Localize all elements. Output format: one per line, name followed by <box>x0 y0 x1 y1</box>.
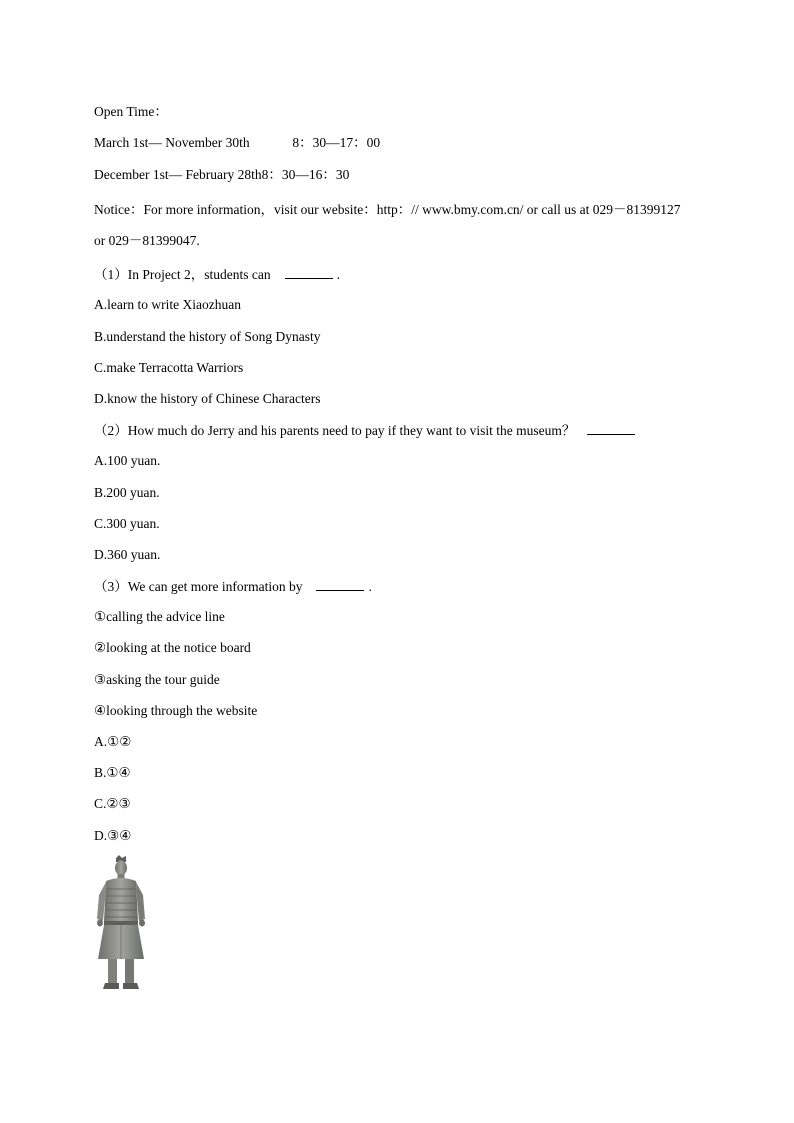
question-1-option-b: B.understand the history of Song Dynasty <box>94 329 321 344</box>
open-time-row-1-dates: March 1st— November 30th <box>94 135 250 150</box>
question-1-period: . <box>336 267 340 282</box>
notice-line-1: Notice：For more information，visit our website：http：// www.bmy.com.cn/ or call us at 029－81399127 <box>94 202 681 217</box>
open-time-row-2: December 1st— February 28th8：30—16：30 <box>94 167 350 182</box>
question-1-stem <box>94 266 340 283</box>
question-3-option-a: A.①② <box>94 734 132 749</box>
question-1-option-d: D.know the history of Chinese Characters <box>94 391 321 406</box>
answer-blank-2 <box>587 422 635 435</box>
open-time-row-1 <box>94 135 380 151</box>
question-2-text: （2）How much do Jerry and his parents need to pay if they want to visit the museum？ <box>94 423 576 438</box>
question-2-option-c: C.300 yuan. <box>94 516 160 531</box>
answer-blank-1 <box>285 266 333 279</box>
question-2-option-a: A.100 yuan. <box>94 453 161 468</box>
question-3-stem <box>94 578 372 595</box>
question-1-option-c: C.make Terracotta Warriors <box>94 360 244 375</box>
terracotta-warrior-image <box>94 855 148 993</box>
question-3-period: . <box>368 579 372 594</box>
question-3-text: （3）We can get more information by <box>94 579 303 594</box>
question-3-option-b: B.①④ <box>94 765 131 780</box>
question-3-option-c: C.②③ <box>94 796 131 811</box>
question-3-item-1: ①calling the advice line <box>94 609 225 624</box>
question-2-option-d: D.360 yuan. <box>94 547 161 562</box>
question-2-option-b: B.200 yuan. <box>94 485 160 500</box>
open-time-label: Open Time： <box>94 104 168 119</box>
question-3-item-4: ④looking through the website <box>94 703 258 718</box>
question-2-stem <box>94 422 639 439</box>
question-3-item-3: ③asking the tour guide <box>94 672 220 687</box>
question-3-option-d: D.③④ <box>94 828 132 843</box>
answer-blank-3 <box>316 578 364 591</box>
question-1-text: （1）In Project 2，students can <box>94 267 271 282</box>
open-time-row-1-hours: 8：30—17：00 <box>292 135 381 150</box>
question-1-option-a: A.learn to write Xiaozhuan <box>94 297 241 312</box>
question-3-item-2: ②looking at the notice board <box>94 640 251 655</box>
notice-line-2: or 029－81399047. <box>94 233 200 248</box>
